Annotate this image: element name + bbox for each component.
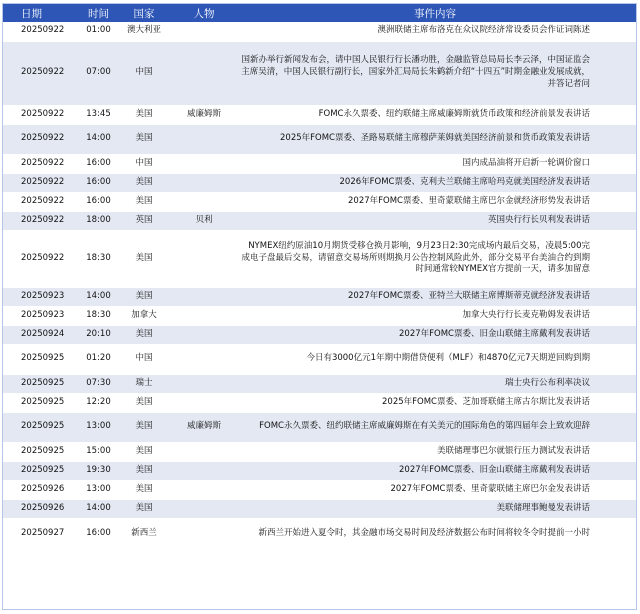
cell-person <box>174 374 234 393</box>
cell-event: 2027年FOMC票委、里奇蒙联储主席巴尔金发表讲话 <box>234 480 636 499</box>
cell-person: 贝利 <box>174 211 234 230</box>
table-body <box>3 22 636 549</box>
cell-country: 中国 <box>114 154 174 173</box>
cell-country: 美国 <box>114 393 174 412</box>
cell-time: 18:30 <box>83 230 114 287</box>
cell-time: 14:00 <box>83 124 114 154</box>
cell-person <box>174 325 234 344</box>
cell-date: 20250922 <box>3 211 83 230</box>
cell-person <box>174 173 234 192</box>
cell-time: 20:10 <box>83 325 114 344</box>
cell-date: 20250923 <box>3 306 83 325</box>
cell-time: 01:00 <box>83 22 114 41</box>
header-time: 时间 <box>83 4 114 22</box>
cell-date: 20250922 <box>3 154 83 173</box>
cell-event: 英国央行行长贝利发表讲话 <box>234 211 636 230</box>
cell-person <box>174 306 234 325</box>
cell-time: 16:00 <box>83 173 114 192</box>
cell-time: 18:30 <box>83 306 114 325</box>
event-calendar-table <box>2 3 637 610</box>
cell-country: 新西兰 <box>114 518 174 549</box>
table-row <box>3 41 636 105</box>
header-country: 国家 <box>114 4 174 22</box>
cell-date: 20250922 <box>3 192 83 211</box>
cell-event: 今日有3000亿元1年期中期借贷便利（MLF）和4870亿元7天期逆回购到期 <box>234 344 636 374</box>
table-row <box>3 154 636 173</box>
cell-country: 中国 <box>114 41 174 105</box>
cell-time: 15:00 <box>83 442 114 461</box>
cell-date: 20250926 <box>3 480 83 499</box>
cell-date: 20250925 <box>3 461 83 480</box>
cell-time: 14:00 <box>83 499 114 518</box>
cell-person: 威廉姆斯 <box>174 105 234 124</box>
table-row <box>3 173 636 192</box>
header-person: 人物 <box>174 4 234 22</box>
cell-time: 16:00 <box>83 192 114 211</box>
cell-date: 20250922 <box>3 41 83 105</box>
cell-date: 20250924 <box>3 325 83 344</box>
cell-event: 2026年FOMC票委、克利夫兰联储主席哈玛克就美国经济发表讲话 <box>234 173 636 192</box>
cell-date: 20250927 <box>3 518 83 549</box>
table-row <box>3 306 636 325</box>
table-row <box>3 374 636 393</box>
cell-country: 美国 <box>114 480 174 499</box>
cell-time: 19:30 <box>83 461 114 480</box>
cell-person <box>174 192 234 211</box>
table-row <box>3 344 636 374</box>
cell-time: 13:00 <box>83 412 114 442</box>
cell-country: 瑞士 <box>114 374 174 393</box>
table-row <box>3 461 636 480</box>
cell-person <box>174 518 234 549</box>
cell-time: 16:00 <box>83 154 114 173</box>
cell-person <box>174 287 234 306</box>
cell-country: 美国 <box>114 499 174 518</box>
table-row <box>3 192 636 211</box>
cell-time: 07:30 <box>83 374 114 393</box>
cell-event: 国内成品油将开启新一轮调价窗口 <box>234 154 636 173</box>
cell-country: 加拿大 <box>114 306 174 325</box>
cell-event: 新西兰开始进入夏令时，其金融市场交易时间及经济数据公布时间将较冬令时提前一小时 <box>234 518 636 549</box>
cell-event: 2025年FOMC票委、圣路易联储主席穆萨莱姆就美国经济前景和货币政策发表讲话 <box>234 124 636 154</box>
cell-event: 澳洲联储主席布洛克在众议院经济常设委员会作证词陈述 <box>234 22 636 41</box>
cell-person <box>174 124 234 154</box>
table-row <box>3 442 636 461</box>
cell-country: 美国 <box>114 105 174 124</box>
table-row <box>3 22 636 41</box>
cell-person <box>174 499 234 518</box>
cell-country: 美国 <box>114 173 174 192</box>
cell-event: 加拿大央行行长麦克勒姆发表讲话 <box>234 306 636 325</box>
table-row <box>3 393 636 412</box>
cell-date: 20250922 <box>3 105 83 124</box>
cell-person <box>174 154 234 173</box>
cell-date: 20250925 <box>3 393 83 412</box>
cell-event: NYMEX纽约原油10月期货受移仓换月影响，9月23日2:30完成场内最后交易，凌晨5:00完成电子盘最后交易，请留意交易场所则期换月公告控制风险此外，部分交易平台美油合约到期时间通常较NYMEX官方提前一天，请多加留意 <box>234 230 636 287</box>
cell-time: 16:00 <box>83 518 114 549</box>
cell-date: 20250925 <box>3 344 83 374</box>
table-row <box>3 518 636 549</box>
cell-event: 国新办举行新闻发布会，请中国人民银行行长潘功胜，金融监管总局局长李云泽，中国证监会主席吴清，中国人民银行副行长，国家外汇局局长朱鹤新介绍“十四五”时期金融业发展成就，并答记者问 <box>234 41 636 105</box>
cell-person <box>174 344 234 374</box>
cell-person <box>174 442 234 461</box>
cell-time: 18:00 <box>83 211 114 230</box>
cell-date: 20250925 <box>3 374 83 393</box>
cell-country: 美国 <box>114 124 174 154</box>
cell-time: 01:20 <box>83 344 114 374</box>
table-row <box>3 105 636 124</box>
cell-country: 澳大利亚 <box>114 22 174 41</box>
table-row <box>3 325 636 344</box>
cell-event: FOMC永久票委、纽约联储主席威廉姆斯就货币政策和经济前景发表讲话 <box>234 105 636 124</box>
cell-country: 美国 <box>114 442 174 461</box>
cell-country: 美国 <box>114 287 174 306</box>
table-row <box>3 230 636 287</box>
cell-time: 12:20 <box>83 393 114 412</box>
cell-country: 美国 <box>114 461 174 480</box>
cell-event: 2025年FOMC票委、芝加哥联储主席古尔斯比发表讲话 <box>234 393 636 412</box>
header-event: 事件内容 <box>234 4 636 22</box>
cell-date: 20250922 <box>3 230 83 287</box>
cell-date: 20250926 <box>3 499 83 518</box>
cell-event: 2027年FOMC票委、旧金山联储主席戴利发表讲话 <box>234 325 636 344</box>
cell-country: 美国 <box>114 192 174 211</box>
cell-event: 2027年FOMC票委、里奇蒙联储主席巴尔金就经济形势发表讲话 <box>234 192 636 211</box>
cell-date: 20250922 <box>3 22 83 41</box>
cell-country: 英国 <box>114 211 174 230</box>
cell-date: 20250923 <box>3 287 83 306</box>
cell-country: 美国 <box>114 230 174 287</box>
cell-time: 13:00 <box>83 480 114 499</box>
cell-person <box>174 22 234 41</box>
table-header <box>3 4 636 22</box>
cell-date: 20250925 <box>3 442 83 461</box>
cell-country: 中国 <box>114 344 174 374</box>
cell-event: FOMC永久票委、纽约联储主席威廉姆斯在有关美元的国际角色的第四届年会上致欢迎辞 <box>234 412 636 442</box>
cell-date: 20250922 <box>3 124 83 154</box>
cell-person <box>174 461 234 480</box>
table-row <box>3 287 636 306</box>
cell-person: 威廉姆斯 <box>174 412 234 442</box>
events-table <box>3 4 636 550</box>
cell-person <box>174 230 234 287</box>
cell-country: 美国 <box>114 325 174 344</box>
cell-event: 2027年FOMC票委、亚特兰大联储主席博斯蒂克就经济发表讲话 <box>234 287 636 306</box>
cell-time: 14:00 <box>83 287 114 306</box>
cell-date: 20250925 <box>3 412 83 442</box>
cell-person <box>174 41 234 105</box>
table-row <box>3 499 636 518</box>
table-row <box>3 412 636 442</box>
cell-person <box>174 480 234 499</box>
cell-event: 瑞士央行公布利率决议 <box>234 374 636 393</box>
cell-time: 07:00 <box>83 41 114 105</box>
cell-date: 20250922 <box>3 173 83 192</box>
cell-event: 美联储理事鲍曼发表讲话 <box>234 499 636 518</box>
table-row <box>3 211 636 230</box>
cell-time: 13:45 <box>83 105 114 124</box>
table-row <box>3 480 636 499</box>
header-date: 日期 <box>3 4 83 22</box>
cell-person <box>174 393 234 412</box>
cell-event: 2027年FOMC票委、旧金山联储主席戴利发表讲话 <box>234 461 636 480</box>
cell-country: 美国 <box>114 412 174 442</box>
cell-event: 美联储理事巴尔就银行压力测试发表讲话 <box>234 442 636 461</box>
table-row <box>3 124 636 154</box>
